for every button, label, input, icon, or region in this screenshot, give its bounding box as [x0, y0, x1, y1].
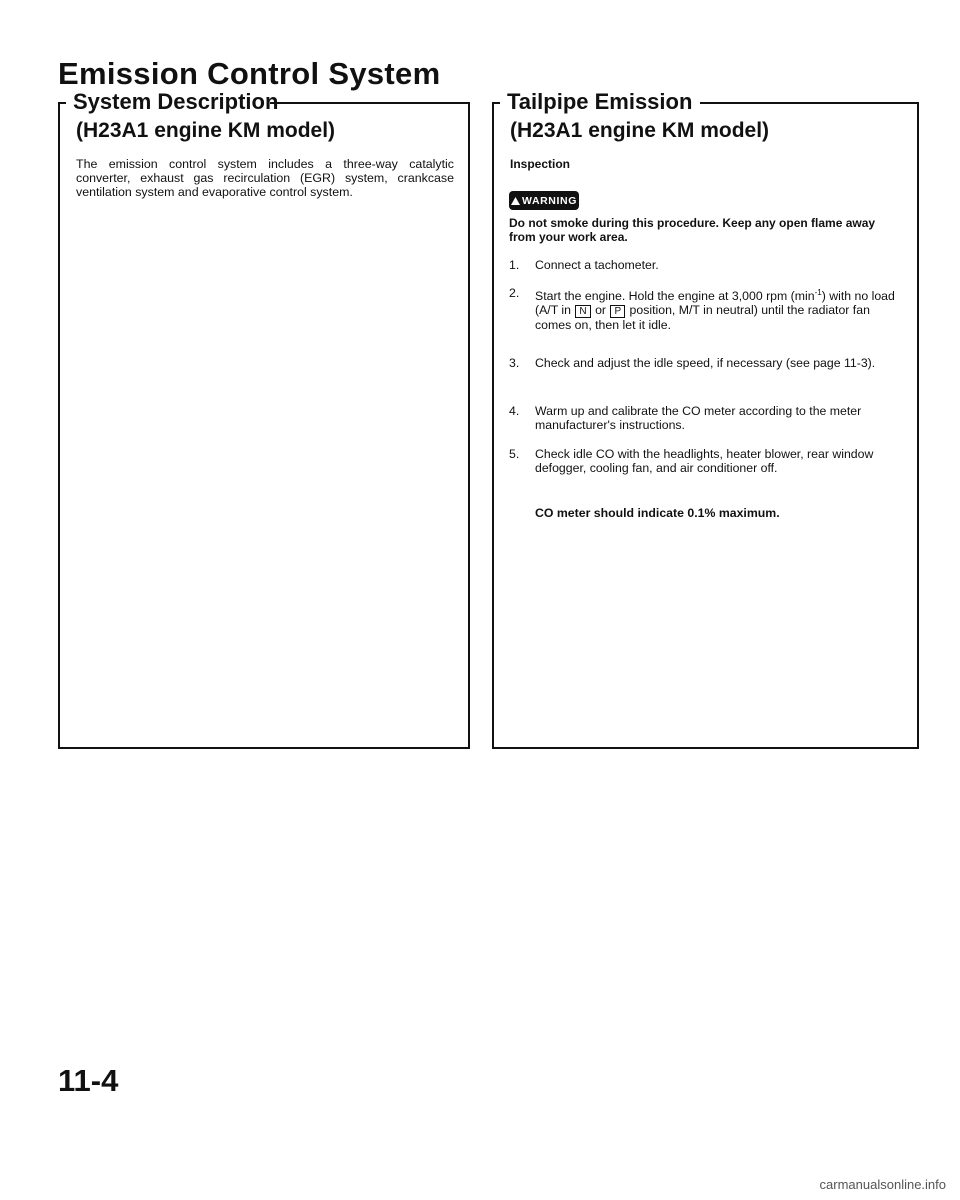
co-result-spec: CO meter should indicate 0.1% maximum. [535, 506, 780, 520]
inspection-label: Inspection [510, 157, 571, 171]
page-number: 11-4 [58, 1063, 119, 1098]
tailpipe-emission-heading: Tailpipe Emission [507, 89, 693, 114]
park-key-box: P [610, 305, 625, 318]
step-1 [509, 258, 899, 272]
step-text: Check and adjust the idle speed, if necessary (see page 11-3). [535, 356, 876, 370]
right-frame-top-line [700, 102, 917, 104]
left-frame-top-line [58, 102, 66, 104]
step-number: 3. [509, 356, 520, 370]
left-model-subheading: (H23A1 engine KM model) [76, 119, 336, 142]
neutral-key-box: N [575, 305, 590, 318]
step-5 [509, 447, 899, 475]
warning-triangle-icon [511, 197, 520, 205]
system-description-text: The emission control system includes a three-way catalytic converter, exhaust gas recirculation (EGR) system, crankcase ventilation system and evaporative control system. [76, 157, 454, 199]
step-2 [509, 286, 899, 332]
step-text: Start the engine. Hold the engine at 3,000 rpm $(\min^{-1})$ with no load (A/T in N or P position, M/T in neutral) until the radiator fan comes on, then let it idle. [535, 288, 895, 333]
step-text: Connect a tachometer. [535, 258, 659, 272]
warning-badge-label: WARNING [522, 194, 577, 207]
step-number: 2. [509, 286, 520, 300]
step-number: 4. [509, 404, 520, 418]
step-text: Check idle CO with the headlights, heater blower, rear window defogger, cooling fan, and air conditioner off. [535, 447, 874, 475]
right-model-subheading: (H23A1 engine KM model) [510, 119, 770, 142]
warning-badge [509, 191, 579, 210]
step-4 [509, 404, 899, 432]
step-number: 1. [509, 258, 520, 272]
step-number: 5. [509, 447, 520, 461]
left-frame-top-line [270, 102, 468, 104]
left-column-frame [58, 102, 470, 749]
step-text: Warm up and calibrate the CO meter according to the meter manufacturer's instructions. [535, 404, 862, 432]
right-frame-top-line [492, 102, 500, 104]
step-3 [509, 356, 899, 370]
warning-text: Do not smoke during this procedure. Keep any open flame away from your work area. [509, 216, 876, 244]
watermark: carmanualsonline.info [819, 1177, 946, 1192]
page-title: Emission Control System [58, 56, 441, 91]
system-description-heading: System Description [73, 89, 279, 114]
